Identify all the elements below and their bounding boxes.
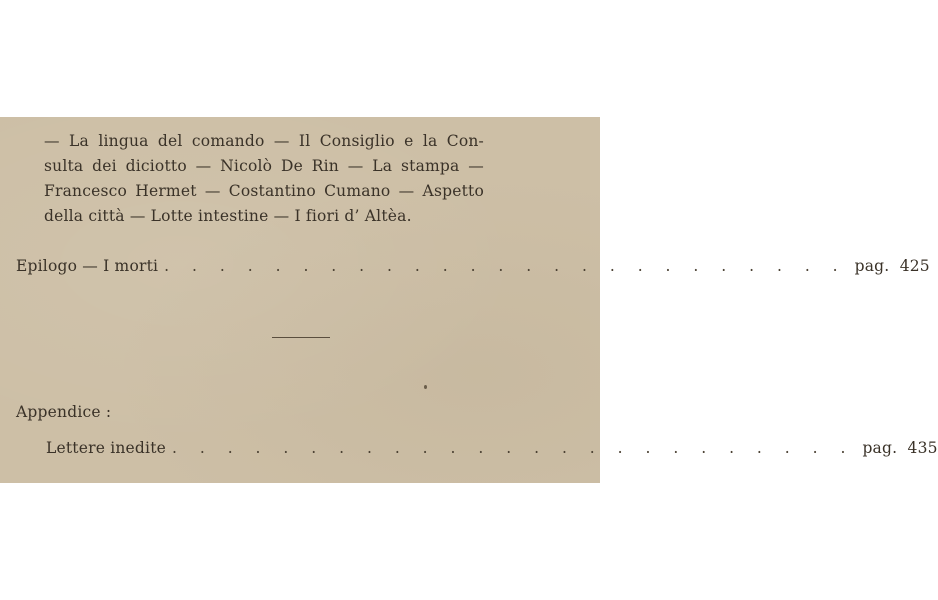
book-page-scan — [0, 117, 938, 483]
toc-entry-lettere-inedite — [46, 439, 938, 457]
page-reference — [862, 439, 937, 457]
summary-line: Francesco Hermet — Costantino Cumano — Aspetto — [44, 182, 484, 200]
page-label: pag. — [854, 257, 890, 275]
appendix-heading: Appendice : — [16, 403, 112, 421]
summary-line: sulta dei diciotto — Nicolò De Rin — La stampa — — [44, 157, 484, 175]
page-number: 425 — [899, 257, 930, 275]
page-label: pag. — [862, 439, 898, 457]
dot-leader: . . . . . . . . . . . . . . . . . . . . . . . . . — [164, 257, 847, 275]
summary-line: della città — Lotte intestine — I fiori d’ Altèa. — [44, 207, 412, 225]
toc-entry-title: Lettere inedite — [46, 439, 166, 457]
summary-line: — La lingua del comando — Il Consiglio e la Con- — [44, 132, 484, 150]
toc-entry-epilogo — [16, 257, 930, 275]
page-number: 435 — [907, 439, 938, 457]
toc-entry-title: Epilogo — I morti — [16, 257, 159, 275]
section-divider — [272, 337, 330, 338]
dot-leader: . . . . . . . . . . . . . . . . . . . . . . . . . — [172, 439, 855, 457]
chapter-summary — [44, 129, 484, 229]
page-reference — [855, 257, 930, 275]
paper-speck — [424, 385, 427, 389]
